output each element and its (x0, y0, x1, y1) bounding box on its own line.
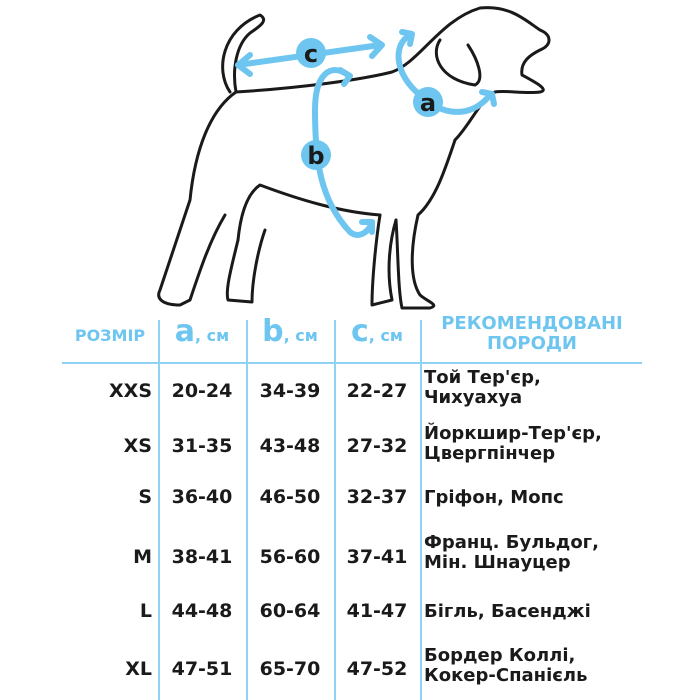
breeds: Бігль, Басенджі (424, 601, 591, 622)
table-row: S 36-40 46-50 32-37 Гріфон, Мопс (62, 486, 642, 526)
table-row: L 44-48 60-64 41-47 Бігль, Басенджі (62, 600, 642, 640)
breeds: Франц. Бульдог, Мін. Шнауцер (424, 532, 599, 573)
header-breeds: РЕКОМЕНДОВАНІ ПОРОДИ (441, 313, 623, 354)
header-size: РОЗМІР (74, 326, 146, 345)
marker-c (296, 38, 326, 68)
breeds: Йоркшир-Тер'єр, Цвергпінчер (424, 423, 602, 464)
breeds: Гріфон, Мопс (424, 487, 564, 508)
header-c: c, см (350, 314, 403, 349)
header-a: a, см (174, 314, 230, 349)
svg-text:b: b (307, 142, 325, 170)
table-row: XS 31-35 43-48 27-32 Йоркшир-Тер'єр, Цвергпінчер (62, 424, 642, 468)
dog-outline-icon (0, 0, 700, 315)
marker-a (413, 87, 443, 117)
table-row: XXS 20-24 34-39 22-27 Той Тер'єр, Чихуахуа (62, 368, 642, 412)
table-row: XL 47-51 65-70 47-52 Бордер Коллі, Кокер-Спанієль (62, 646, 642, 690)
svg-text:c: c (303, 40, 319, 68)
marker-b (301, 140, 331, 170)
breeds: Бордер Коллі, Кокер-Спанієль (424, 645, 588, 686)
dog-measurement-illustration (0, 0, 700, 315)
header-b: b, см (262, 314, 318, 349)
breeds: Той Тер'єр, Чихуахуа (424, 367, 541, 408)
table-row: M 38-41 56-60 37-41 Франц. Бульдог, Мін. Шнауцер (62, 533, 642, 577)
svg-text:a: a (419, 89, 437, 117)
